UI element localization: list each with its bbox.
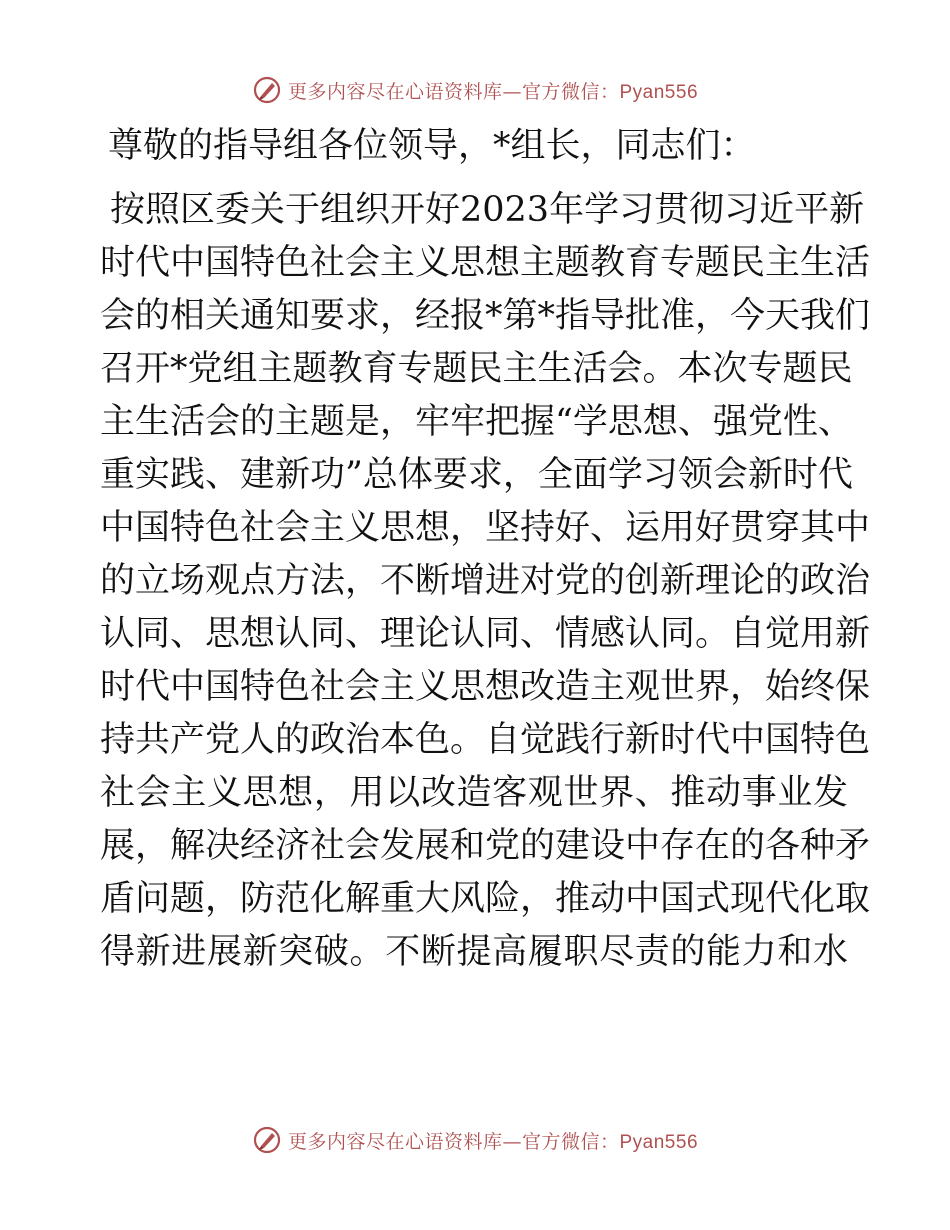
paragraph-line: 主生活会的主题是，牢牢把握“学思想、强党性、: [100, 402, 853, 442]
greeting-line: 尊敬的指导组各位领导，*组长，同志们：: [108, 126, 756, 166]
paragraph-line: 得新进展新突破。不断提高履职尽责的能力和水: [100, 932, 848, 972]
paragraph-line: 的立场观点方法，不断增进对党的创新理论的政治: [100, 561, 871, 601]
paragraph-line: 中国特色社会主义思想，坚持好、运用好贯穿其中: [100, 508, 871, 548]
header-watermark-text: 更多内容尽在心语资料库—官方微信：Pyan556: [287, 80, 699, 103]
paragraph-line: 时代中国特色社会主义思想改造主观世界，始终保: [100, 667, 871, 707]
footer-watermark-text: 更多内容尽在心语资料库—官方微信：Pyan556: [287, 1130, 699, 1153]
body-paragraph: [100, 184, 871, 979]
paragraph-line: 重实践、建新功”总体要求，全面学习领会新时代: [100, 455, 853, 495]
paragraph-line: 盾问题，防范化解重大风险，推动中国式现代化取: [100, 879, 871, 919]
paragraph-line: 社会主义思想，用以改造客观世界、推动事业发: [100, 773, 848, 813]
paragraph-line: 召开*党组主题教育专题民主生活会。本次专题民: [100, 349, 853, 389]
paragraph-line: 展，解决经济社会发展和党的建设中存在的各种矛: [100, 826, 871, 866]
header-watermark-banner: [0, 70, 950, 110]
document-body: [100, 120, 871, 979]
paragraph-line: 按照区委关于组织开好2023年学习贯彻习近平新: [110, 190, 865, 230]
paragraph-line: 时代中国特色社会主义思想主题教育专题民主生活: [100, 243, 871, 283]
paragraph-line: 会的相关通知要求，经报*第*指导批准，今天我们: [100, 296, 871, 336]
paragraph-line: 持共产党人的政治本色。自觉践行新时代中国特色: [100, 720, 871, 760]
brush-pen-logo-icon: [252, 1125, 282, 1155]
paragraph-line: 认同、思想认同、理论认同、情感认同。自觉用新: [100, 614, 871, 654]
footer-watermark-banner: [0, 1120, 950, 1160]
brush-pen-logo-icon: [252, 75, 282, 105]
